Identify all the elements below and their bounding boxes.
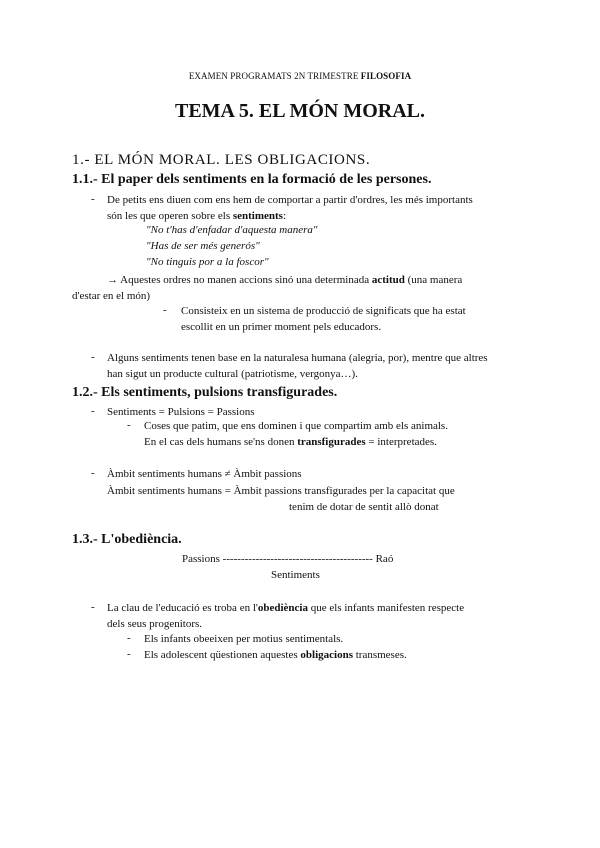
page-title: TEMA 5. EL MÓN MORAL. [174,100,425,122]
paragraph-line: Àmbit sentiments humans ≠ Àmbit passions [107,468,302,480]
paragraph-line: han sigut un producte cultural (patriotisme, vergonya…). [107,368,358,380]
paragraph-line: Consisteix en un sistema de producció de significats que ha estat [181,305,466,317]
arrow-note: → Aquestes ordres no manen accions sinó una determinada actitud (una manera [107,274,463,286]
diagram-line: Passions ----------------------------------------- Raó [182,553,394,565]
paragraph-line: són les que operen sobre els sentiments: [107,210,287,222]
paragraph-line: escollit en un primer moment pels educadors. [181,321,382,333]
paragraph-line: En el cas dels humans se'ns donen transfigurades = interpretades. [144,436,437,448]
quote-line: "No t'has d'enfadar d'aquesta manera" [146,224,318,236]
quote-line: "No tinguis por a la foscor" [146,256,269,268]
paragraph-line: dels seus progenitors. [107,618,203,630]
arrow-note-line2: d'estar en el món) [72,290,151,302]
paragraph-line: Àmbit sentiments humans = Àmbit passions transfigurades per la capacitat que [107,485,455,497]
bullet-dash: - [127,648,131,660]
bullet-dash: - [91,467,95,479]
list-item: Els adolescent qüestionen aquestes obligacions transmeses. [144,649,407,661]
bullet-dash: - [127,419,131,431]
bullet-dash: - [163,304,167,316]
bullet-dash: - [91,601,95,613]
paragraph-line: tenim de dotar de sentit allò donat [289,501,439,513]
quote-line: "Has de ser més generós" [146,240,260,252]
paragraph-line: Coses que patim, que ens dominen i que compartim amb els animals. [144,420,448,432]
subsection-heading-1-1: 1.1.- El paper dels sentiments en la formació de les persones. [72,172,432,187]
bullet-dash: - [127,632,131,644]
bullet-dash: - [91,193,95,205]
list-item: Els infants obeeixen per motius sentimentals. [144,633,344,645]
paragraph-line: Sentiments = Pulsions = Passions [107,406,255,418]
section-heading-1: 1.- EL MÓN MORAL. LES OBLIGACIONS. [72,152,371,168]
paragraph-line: La clau de l'educació es troba en l'obediència que els infants manifesten respecte [107,602,465,614]
bullet-dash: - [91,351,95,363]
paragraph-line: De petits ens diuen com ens hem de comportar a partir d'ordres, les més importants [107,194,473,206]
subsection-heading-1-2: 1.2.- Els sentiments, pulsions transfigurades. [72,385,338,400]
diagram-center-label: Sentiments [271,569,320,581]
paragraph-line: Alguns sentiments tenen base en la naturalesa humana (alegria, por), mentre que altres [107,352,488,364]
subsection-heading-1-3: 1.3.- L'obediència. [72,532,182,547]
exam-header: EXAMEN PROGRAMATS 2N TRIMESTRE FILOSOFIA [188,71,412,81]
bullet-dash: - [91,405,95,417]
